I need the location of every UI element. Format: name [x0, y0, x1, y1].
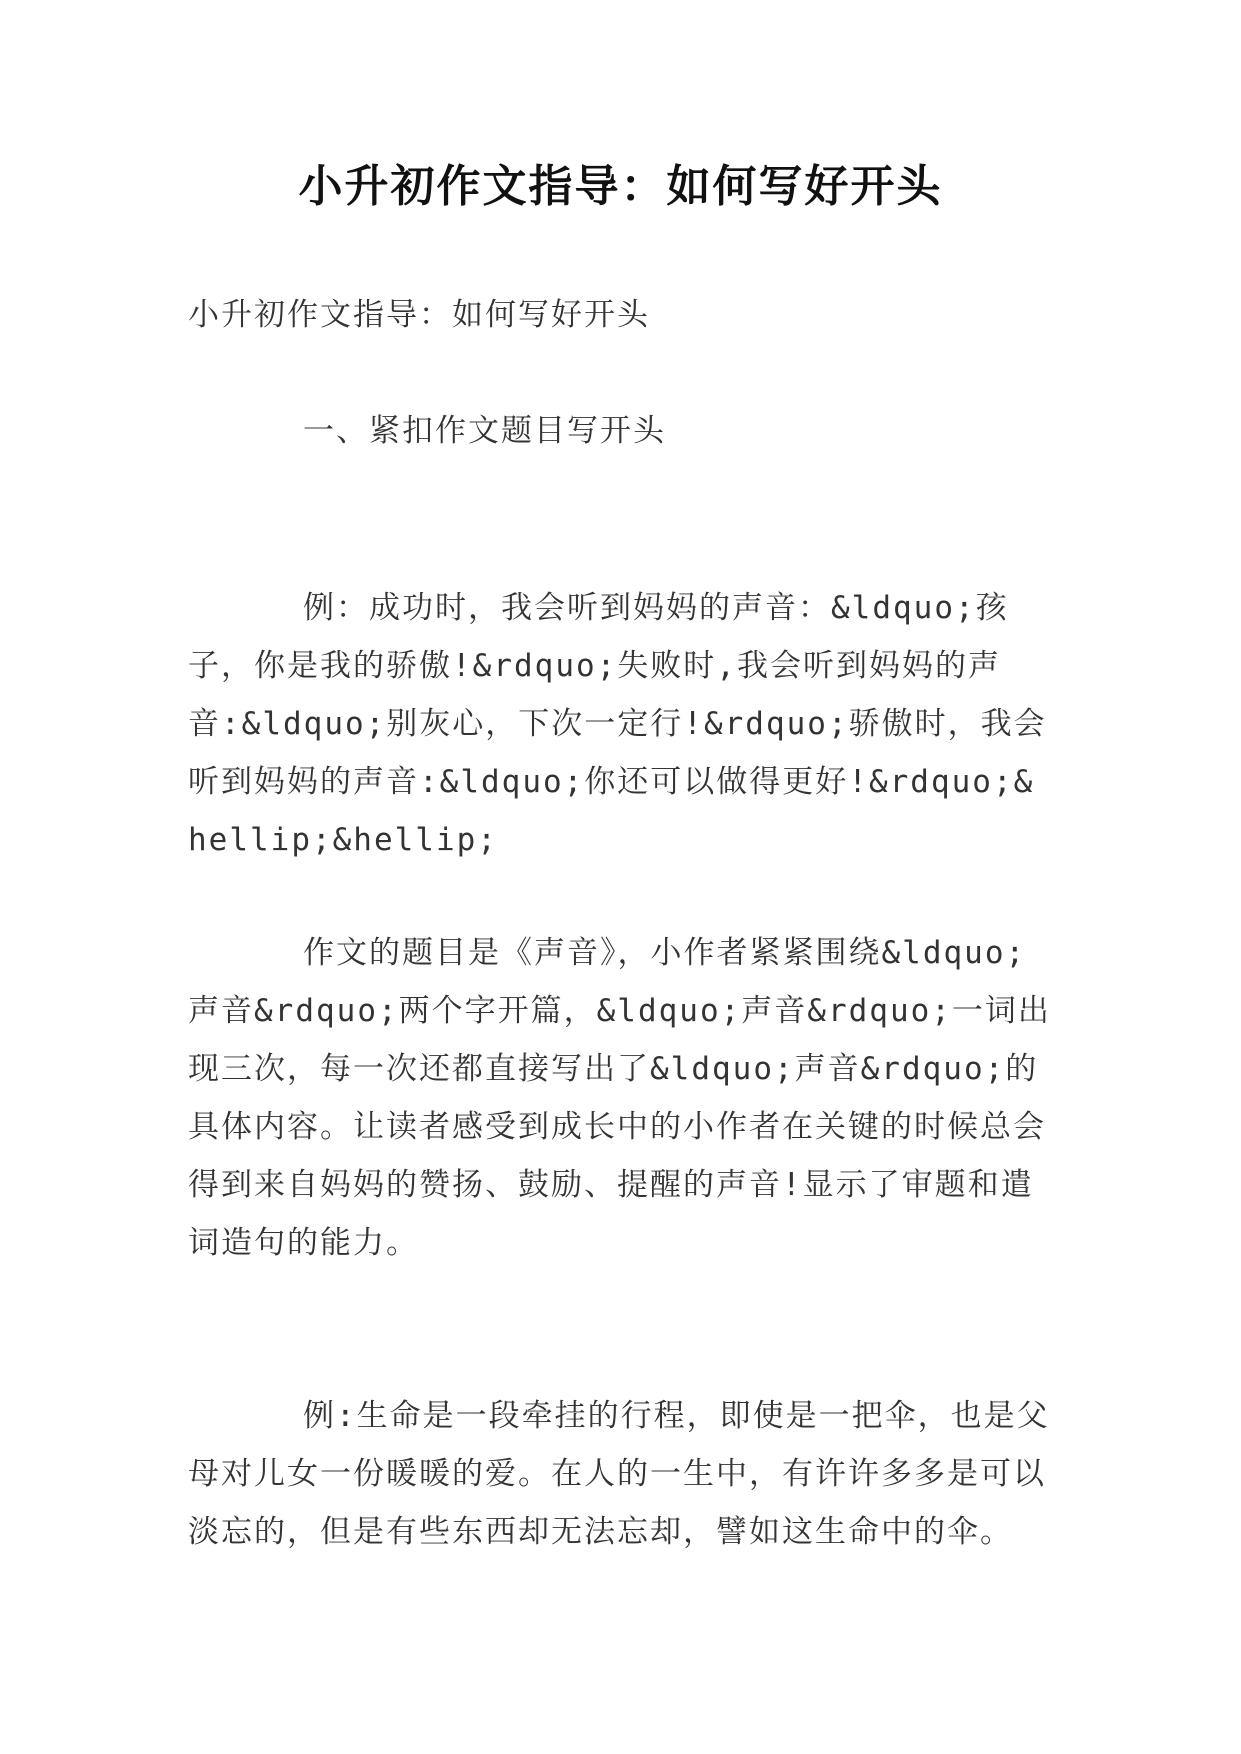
paragraph-example-2: 例:生命是一段牵挂的行程，即使是一把伞，也是父母对儿女一份暖暖的爱。在人的一生中，有许许多多是可以淡忘的，但是有些东西却无法忘却，譬如这生命中的伞。	[188, 1398, 1050, 1550]
section-heading: 一、紧扣作文题目写开头	[303, 413, 666, 449]
document-title: 小升初作文指导：如何写好开头	[298, 161, 943, 212]
paragraph-example-1: 例：成功时，我会听到妈妈的声音：&ldquo;孩子，你是我的骄傲!&rdquo;失败时,我会听到妈妈的声音:&ldquo;别灰心，下次一定行!&rdquo;骄傲时，我会听到妈妈的声音:&ldquo;你还可以做得更好!&rdquo;&hellip;&hellip;	[188, 590, 1047, 858]
document-subtitle: 小升初作文指导：如何写好开头	[188, 297, 650, 333]
paragraph-analysis: 作文的题目是《声音》，小作者紧紧围绕&ldquo;声音&rdquo;两个字开篇，&ldquo;声音&rdquo;一词出现三次，每一次还都直接写出了&ldquo;声音&rdquo;的具体内容。让读者感受到成长中的小作者在关键的时候总会得到来自妈妈的赞扬、鼓励、提醒的声音!显示了审题和遣词造句的能力。	[188, 935, 1051, 1261]
